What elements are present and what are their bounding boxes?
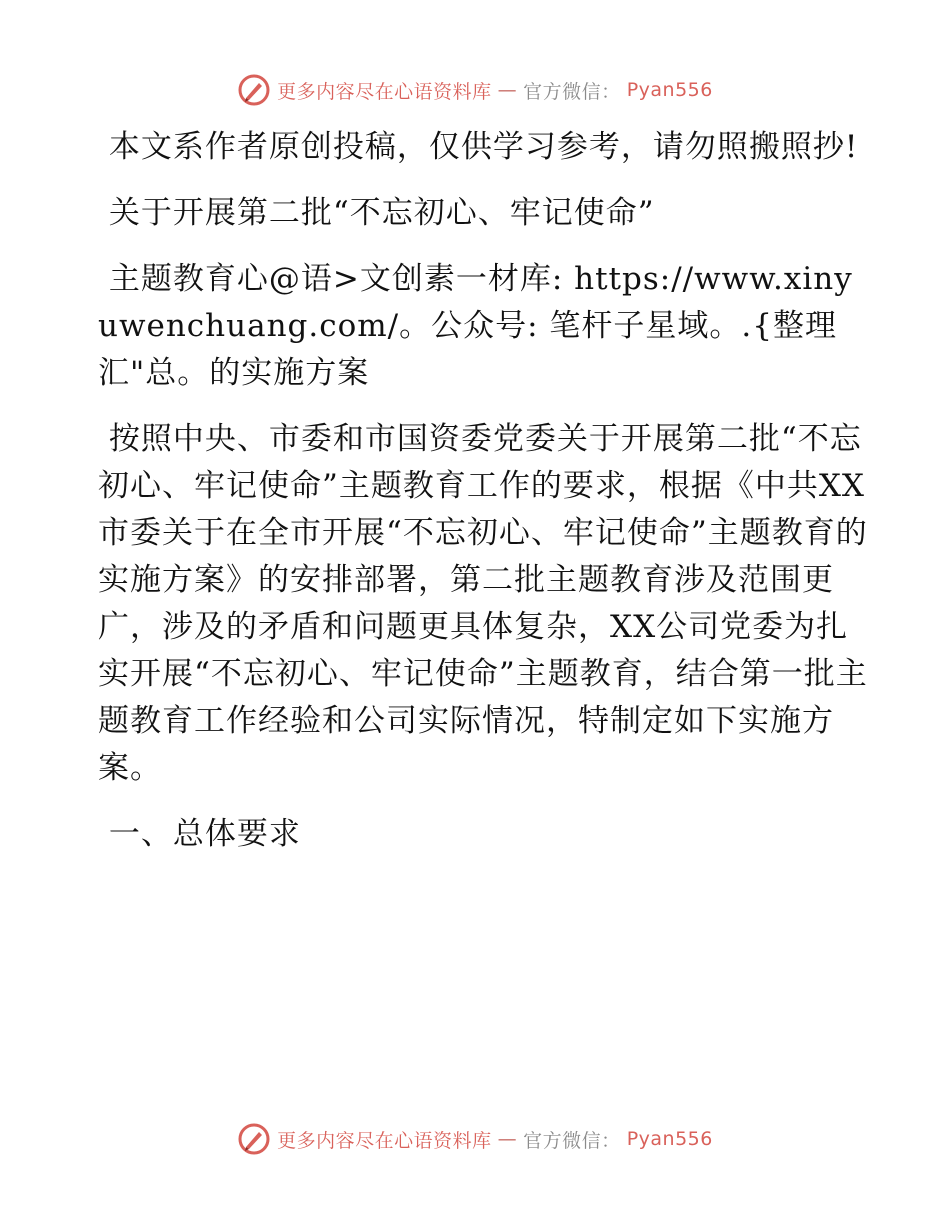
banner-wechat-id: Pyan556	[626, 79, 713, 101]
footer-banner	[0, 1119, 950, 1159]
paragraph-title-line-2: 主题教育心@语>文创素一材库: https://www.xinyuwenchuang.com/。公众号: 笔杆子星域。.{整理汇"总。的实施方案	[98, 261, 853, 391]
banner-wechat-label: 官方微信：	[523, 1129, 621, 1152]
header-banner-content	[237, 73, 713, 107]
header-banner	[0, 70, 950, 110]
paragraph-intro: 按照中央、市委和市国资委党委关于开展第二批“不忘初心、牢记使命”主题教育工作的要求，根据《中共XX市委关于在全市开展“不忘初心、牢记使命”主题教育的实施方案》的安排部署，第二批主题教育涉及范围更广，涉及的矛盾和问题更具体复杂，XX公司党委为扎实开展“不忘初心、牢记使命”主题教育，结合第一批主题教育工作经验和公司实际情况，特制定如下实施方案。	[98, 421, 868, 786]
banner-wechat-label: 官方微信：	[523, 80, 621, 103]
banner-wechat-id: Pyan556	[626, 1128, 713, 1150]
paragraph-disclaimer: 本文系作者原创投稿，仅供学习参考，请勿照搬照抄!	[98, 129, 859, 165]
banner-dash: —	[497, 1128, 518, 1150]
pen-logo-icon	[237, 73, 271, 107]
banner-dash: —	[497, 79, 518, 101]
paragraph-title-line-1: 关于开展第二批“不忘初心、牢记使命”	[98, 195, 655, 231]
pen-logo-icon	[237, 1122, 271, 1156]
section-heading: 一、总体要求	[98, 816, 301, 852]
banner-text: 更多内容尽在心语资料库	[277, 80, 492, 103]
document-body	[98, 124, 868, 858]
banner-text: 更多内容尽在心语资料库	[277, 1129, 492, 1152]
footer-banner-content	[237, 1122, 713, 1156]
